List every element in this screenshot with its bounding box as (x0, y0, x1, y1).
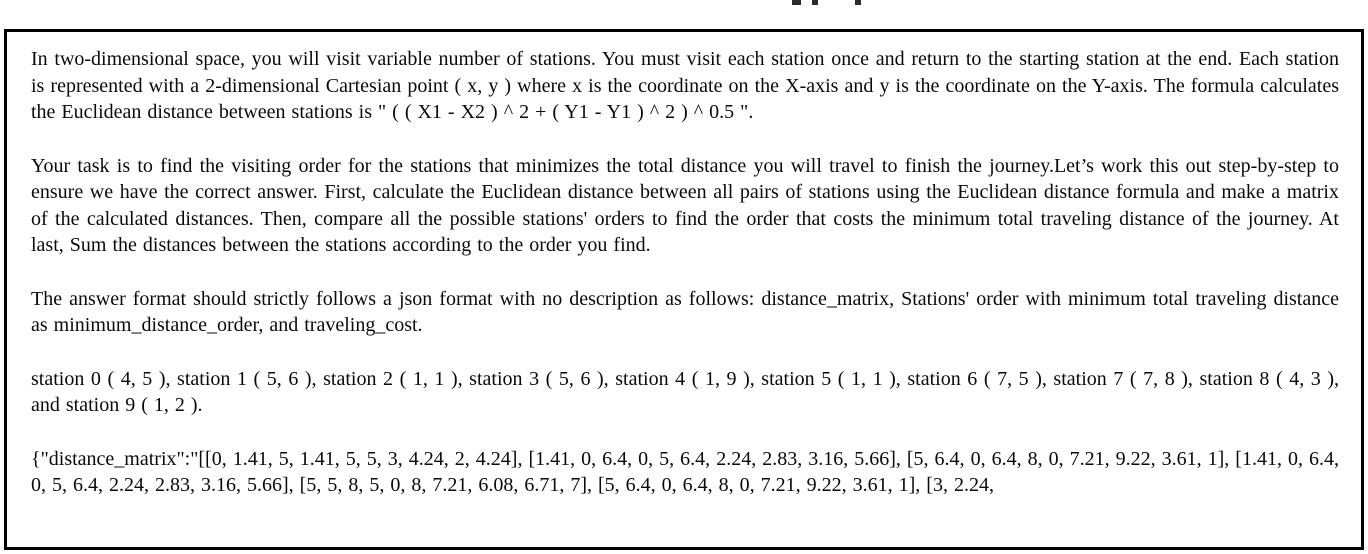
paragraph-instructions: Your task is to find the visiting order for the stations that minimizes the total distance you will travel to finish the journey.Let’s work this out step-by-step to ensure we have the correct answer. First, calculate the Euclidean distance between all pairs of stations using the Euclidean distance formula and make a matrix of the calculated distances. Then, compare all the possible stations' orders to find the order that costs the minimum total traveling distance of the journey. At last, Sum the distances between the stations according to the order you find. (31, 154, 1339, 256)
caption-descender-mark (792, 0, 801, 5)
paragraph-distance-matrix-json: {"distance_matrix":"[[0, 1.41, 5, 1.41, 5, 5, 3, 4.24, 2, 4.24], [1.41, 0, 6.4, 0, 5, 6.4, 2.24, 2.83, 3.16, 5.66], [5, 6.4, 0, 6.4, 8, 0, 7.21, 9.22, 3.61, 1], [1.41, 0, 6.4, 0, 5, 6.4, 2.24, 2.83, 3.16, 5.66], [5, 5, 8, 5, 0, 8, 7.21, 6.08, 6.71, 7], [5, 6.4, 0, 6.4, 8, 0, 7.21, 9.22, 3.61, 1], [3, 2.24, (31, 447, 1339, 496)
caption-descender-mark (812, 0, 818, 5)
caption-descender-mark (855, 0, 861, 5)
prompt-figure-box (4, 29, 1364, 550)
paragraph-station-list: station 0 ( 4, 5 ), station 1 ( 5, 6 ), station 2 ( 1, 1 ), station 3 ( 5, 6 ), station 4 ( 1, 9 ), station 5 ( 1, 1 ), station 6 ( 7, 5 ), station 7 ( 7, 8 ), station 8 ( 4, 3 ), and station 9 ( 1, 2 ). (31, 367, 1339, 416)
paragraph-answer-format: The answer format should strictly follows a json format with no description as follows: distance_matrix, Stations' order with minimum total traveling distance as minimum_distance_order, and traveling_cost. (31, 287, 1339, 336)
paragraph-task-description: In two-dimensional space, you will visit variable number of stations. You must visit each station once and return to the starting station at the end. Each station is represented with a 2-dimensional Cartesian point ( x, y ) where x is the coordinate on the X-axis and y is the coordinate on the Y-axis. The formula calculates the Euclidean distance between stations is " ( ( X1 - X2 ) ^ 2 + ( Y1 - Y1 ) ^ 2 ) ^ 0.5 ". (31, 48, 1339, 123)
